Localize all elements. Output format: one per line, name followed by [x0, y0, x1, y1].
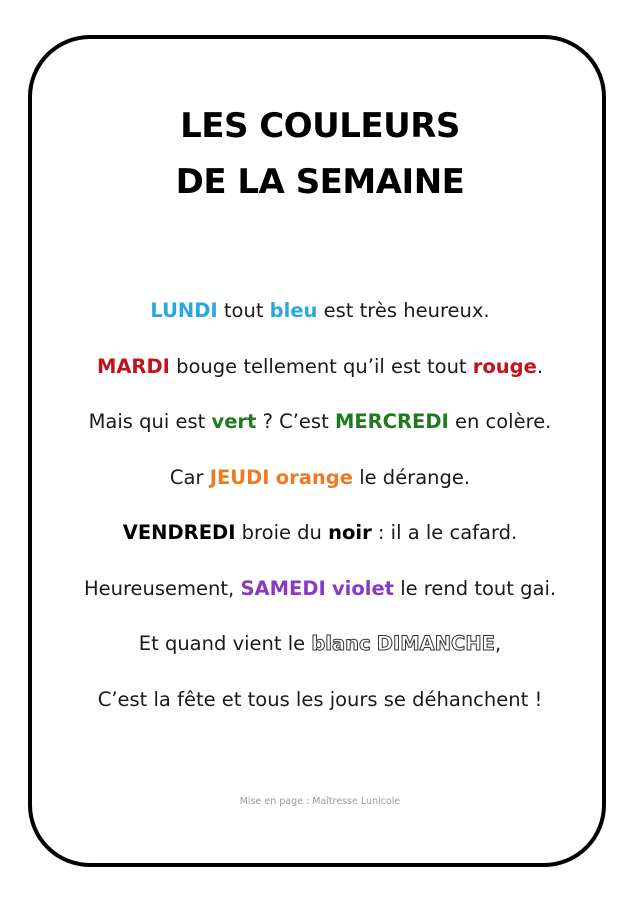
day-vendredi: VENDREDI	[122, 521, 236, 544]
poem-line-mercredi	[0, 404, 640, 460]
color-word-rouge: rouge	[472, 354, 537, 378]
day-mardi: MARDI	[96, 354, 170, 378]
poem-text: C’est la fête et tous les jours se déhanchent !	[97, 687, 543, 711]
poem-text: tout	[217, 299, 270, 322]
color-word-vert: vert	[211, 410, 257, 433]
poem-text: bouge tellement qu’il est tout	[169, 354, 473, 378]
day-samedi: SAMEDI	[240, 576, 326, 600]
poem-text: Car	[169, 465, 210, 489]
poem-text: en colère.	[448, 410, 552, 433]
poem-text: ? C’est	[256, 410, 335, 433]
poem-text: Heureusement,	[83, 576, 241, 600]
poem-text: Et quand vient le	[138, 632, 312, 655]
color-word-orange: orange	[275, 465, 353, 489]
poem-text: le dérange.	[353, 465, 471, 489]
poem-text: ,	[495, 632, 502, 655]
poem-text: Mais qui est	[88, 410, 212, 433]
color-word-bleu: bleu	[269, 299, 318, 322]
title-line-1: LES COULEURS	[180, 106, 460, 146]
color-word-blanc: blanc	[311, 632, 371, 655]
poem-text: .	[536, 354, 544, 378]
layout-credit: Mise en page : Maîtresse Lunicole	[239, 796, 401, 807]
poem-text: broie du	[235, 521, 329, 544]
poem-line-jeudi	[0, 460, 640, 516]
poem-line-samedi	[0, 571, 640, 627]
poem	[0, 293, 640, 737]
poster-title	[0, 98, 640, 210]
poem-line-mardi	[0, 349, 640, 405]
poem-text: : il a le cafard.	[371, 521, 518, 544]
poem-text: le rend tout gai.	[394, 576, 557, 600]
poem-line-lundi	[0, 293, 640, 349]
day-dimanche: DIMANCHE	[376, 632, 496, 655]
poem-line-final	[0, 682, 640, 738]
poem-line-dimanche	[0, 626, 640, 682]
day-jeudi: JEUDI	[209, 465, 270, 489]
poem-text: est très heureux.	[317, 299, 490, 322]
day-lundi: LUNDI	[150, 299, 218, 322]
title-line-2: DE LA SEMAINE	[175, 162, 465, 202]
color-word-noir: noir	[328, 521, 372, 544]
day-mercredi: MERCREDI	[334, 410, 449, 433]
poem-line-vendredi	[0, 515, 640, 571]
color-word-violet: violet	[331, 576, 394, 600]
